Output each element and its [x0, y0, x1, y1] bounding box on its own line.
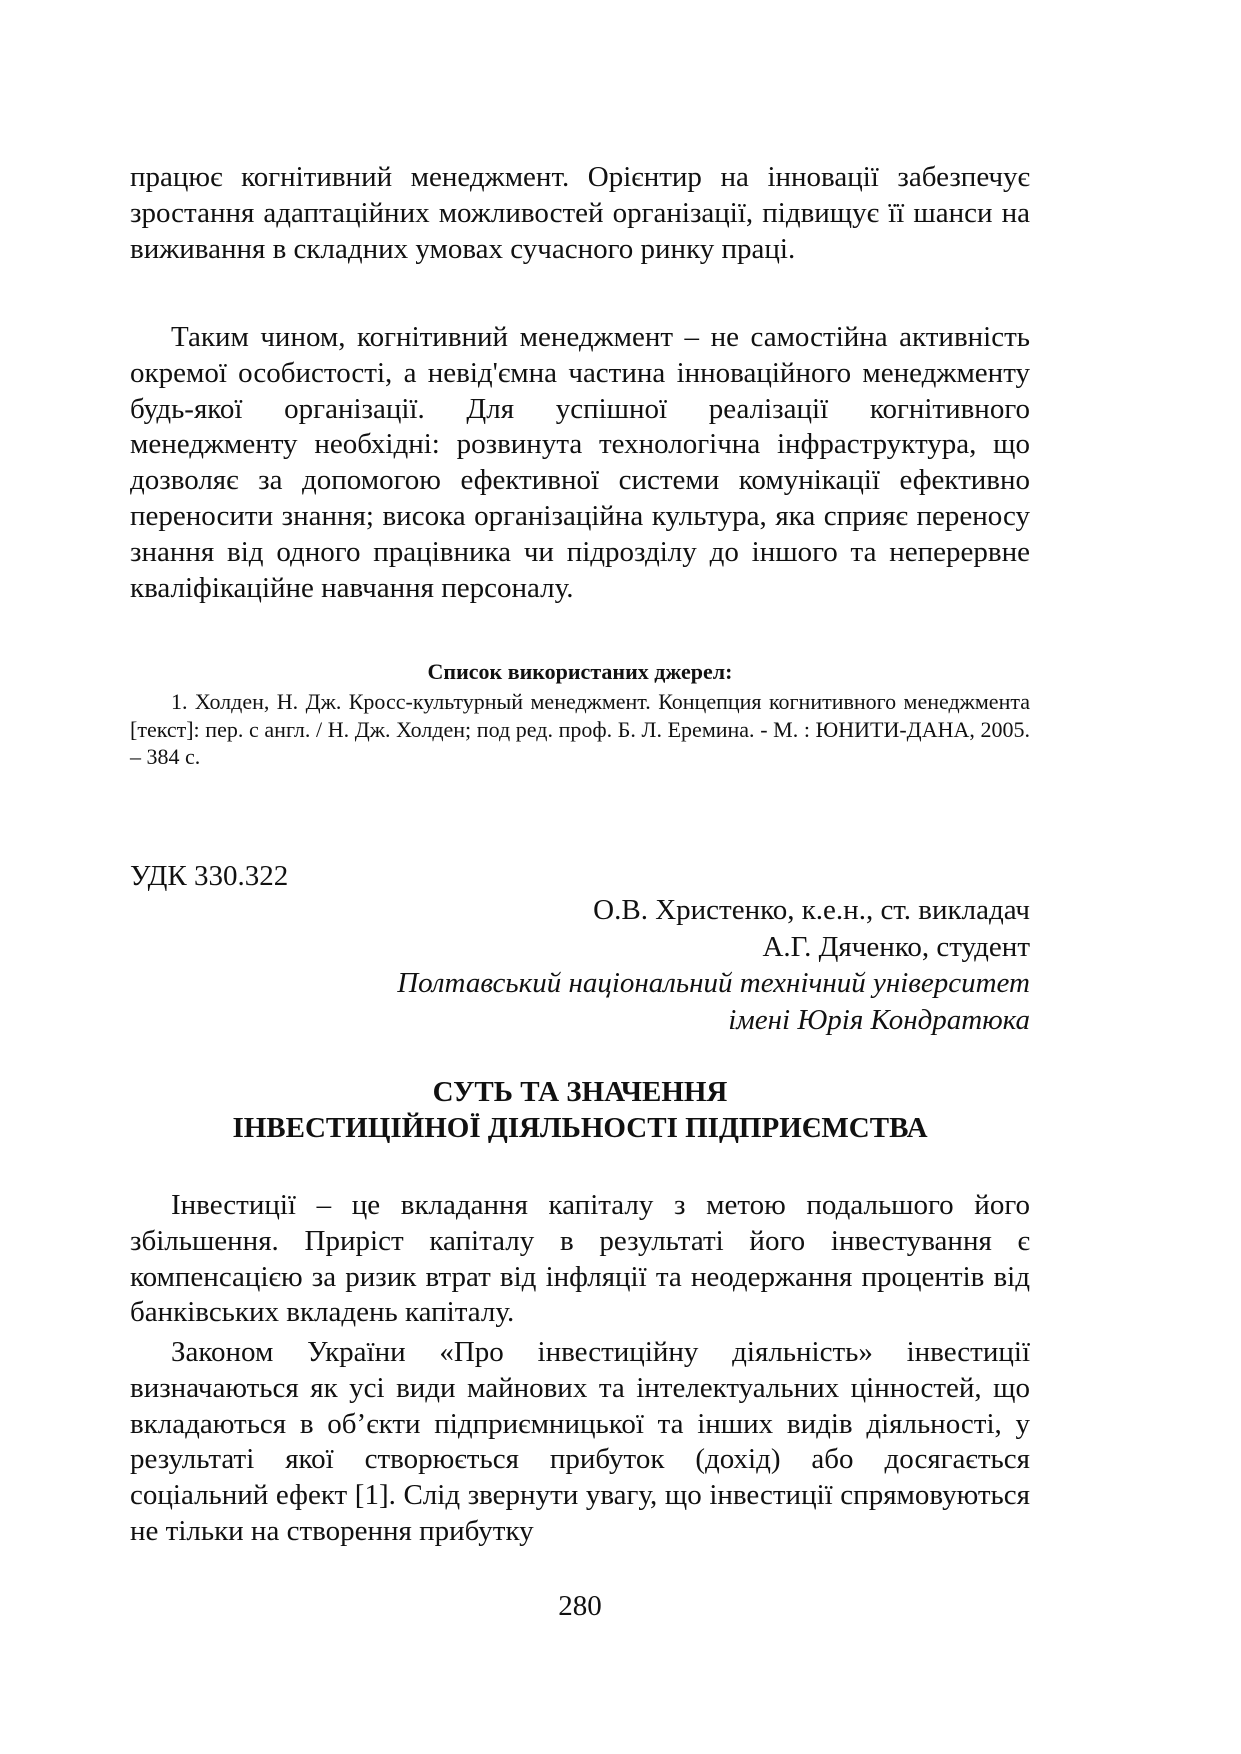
reference-item: 1. Холден, Н. Дж. Кросс-культурный менеджмент. Концепция когнитивного менеджмента [текст]: пер. с англ. / Н. Дж. Холден; под ред. проф. Б. Л. Еремина. - М. : ЮНИТИ-ДАНА, 2005. – 384 с. — [130, 689, 1030, 769]
authors-block — [397, 892, 1030, 1038]
page-number: 280 — [558, 1590, 602, 1622]
institution-line-2: імені Юрія Кондратюка — [728, 1003, 1030, 1036]
udk-code: УДК 330.322 — [130, 860, 289, 892]
paragraph-investments-definition: Інвестиції – це вкладання капіталу з метою подальшого його збільшення. Приріст капіталу в результаті його інвестування є компенсацією за ризик втрат від інфляції та неодержання процентів від банківських вкладень капіталу. — [130, 1189, 1030, 1329]
article-title — [130, 1074, 1030, 1146]
author-1: О.В. Христенко, к.е.н., ст. викладач — [593, 894, 1030, 926]
article-title-line-2: ІНВЕСТИЦІЙНОЇ ДІЯЛЬНОСТІ ПІДПРИЄМСТВА — [232, 1112, 928, 1144]
references-title: Список використаних джерел: — [427, 659, 733, 684]
paragraph-continuation: працює когнітивний менеджмент. Орієнтир на інновації забезпечує зростання адаптаційних можливостей організації, підвищує її шанси на виживання в складних умовах сучасного ринку праці. — [130, 161, 1030, 265]
institution-line-1: Полтавський національний технічний університет — [397, 967, 1030, 999]
paragraph-conclusion: Таким чином, когнітивний менеджмент – не самостійна активність окремої особистості, а невід'ємна частина інноваційного менеджменту будь-якої організації. Для успішної реалізації когнітивного менеджменту необхідні: розвинута технологічна інфраструктура, що дозволяє за допомогою ефективної системи комунікації ефективно переносити знання; висока організаційна культура, яка сприяє переносу знання від одного працівника чи підрозділу до іншого та неперервне кваліфікаційне навчання персоналу. — [130, 321, 1030, 604]
article-title-line-1: СУТЬ ТА ЗНАЧЕННЯ — [432, 1076, 728, 1108]
paragraph-law-definition: Законом України «Про інвестиційну діяльність» інвестиції визначаються як усі види майнових та інтелектуальних цінностей, що вкладаються в об’єкти підприємницької та інших видів діяльності, у результаті якої створюється прибуток (дохід) або досягається соціальний ефект [1]. Слід звернути увагу, що інвестиції спрямовуються не тільки на створення прибутку — [130, 1336, 1030, 1547]
author-2: А.Г. Дяченко, студент — [762, 930, 1030, 963]
